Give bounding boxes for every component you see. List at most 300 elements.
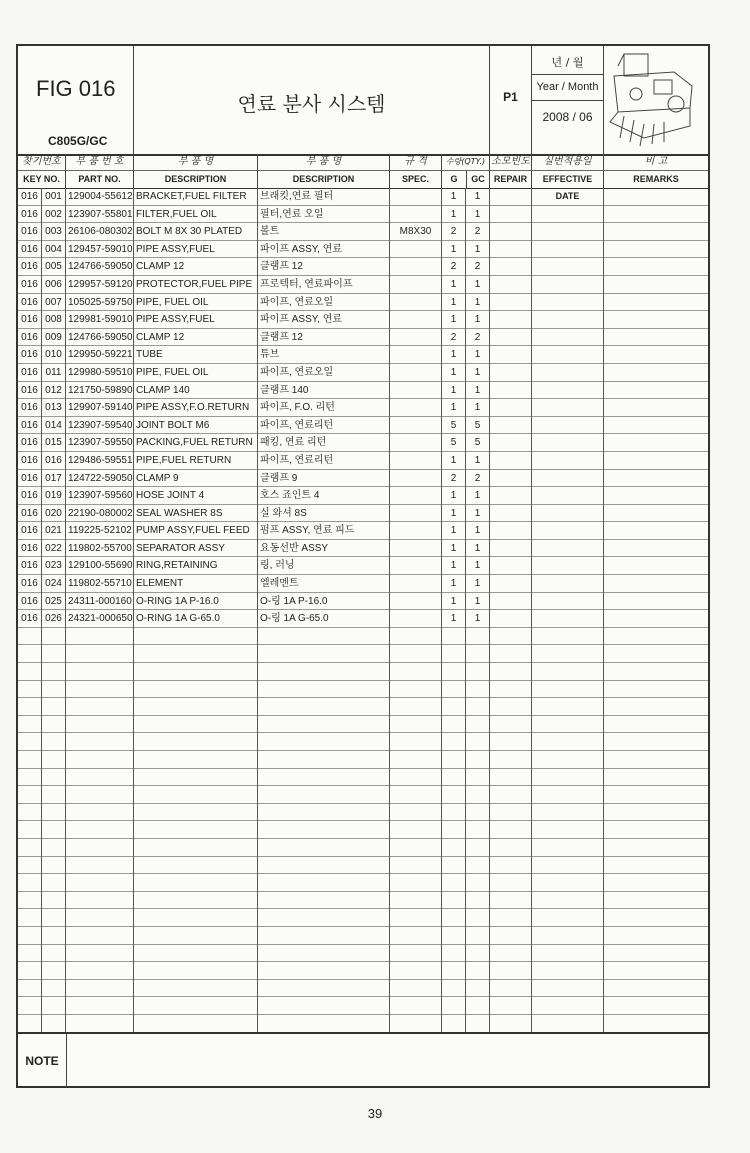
- table-row: [18, 258, 708, 276]
- cell-remarks: [604, 557, 708, 575]
- cell-part-no: 124766-59050: [66, 258, 134, 276]
- cell-remarks: [604, 575, 708, 593]
- cell-fig-no: 016: [18, 294, 42, 312]
- cell-repair: [490, 593, 532, 611]
- cell-description-en: PIPE ASSY,F.O.RETURN: [134, 399, 258, 417]
- cell-qty-g: 1: [442, 575, 466, 593]
- col-repair: [490, 154, 532, 188]
- col-desc-en-2: DESCRIPTION: [292, 174, 355, 184]
- cell-description-kr: 파이프, 연료리턴: [258, 452, 390, 470]
- table-row: [18, 487, 708, 505]
- cell-effective-date: [532, 487, 604, 505]
- cell-qty-g: 1: [442, 557, 466, 575]
- cell-description-kr: [258, 804, 390, 822]
- cell-repair: [490, 399, 532, 417]
- cell-description-en: [134, 980, 258, 998]
- empty-row: [18, 857, 708, 875]
- cell-spec: [390, 892, 442, 910]
- cell-effective-date: [532, 417, 604, 435]
- col-qty-g: G: [442, 171, 467, 188]
- cell-spec: [390, 962, 442, 980]
- cell-remarks: [604, 329, 708, 347]
- col-repair-kr: 소모빈도: [490, 154, 531, 171]
- cell-qty-gc: [466, 874, 490, 892]
- cell-description-kr: [258, 716, 390, 734]
- cell-description-en: PROTECTOR,FUEL PIPE: [134, 276, 258, 294]
- cell-part-no: [66, 751, 134, 769]
- cell-qty-gc: 5: [466, 417, 490, 435]
- table-row: [18, 364, 708, 382]
- cell-effective-date: [532, 241, 604, 259]
- cell-key-no: 012: [42, 382, 66, 400]
- cell-qty-g: 1: [442, 593, 466, 611]
- cell-qty-g: [442, 892, 466, 910]
- cell-description-en: [134, 769, 258, 787]
- cell-key-no: [42, 733, 66, 751]
- cell-part-no: [66, 857, 134, 875]
- cell-description-en: [134, 751, 258, 769]
- cell-description-kr: 파이프 ASSY, 연료: [258, 241, 390, 259]
- cell-spec: [390, 874, 442, 892]
- cell-description-kr: [258, 1015, 390, 1033]
- cell-remarks: [604, 382, 708, 400]
- cell-repair: [490, 645, 532, 663]
- col-eff-kr: 실번적용일: [532, 154, 603, 171]
- col-qty-gc: GC: [471, 174, 485, 184]
- cell-description-kr: 파이프, F.O. 리턴: [258, 399, 390, 417]
- cell-part-no: [66, 769, 134, 787]
- cell-fig-no: 016: [18, 188, 42, 206]
- cell-spec: [390, 769, 442, 787]
- cell-qty-g: [442, 804, 466, 822]
- table-row: [18, 188, 708, 206]
- cell-qty-g: 1: [442, 346, 466, 364]
- cell-qty-gc: [466, 1015, 490, 1033]
- cell-fig-no: [18, 804, 42, 822]
- cell-qty-g: 1: [442, 188, 466, 206]
- cell-key-no: 016: [42, 452, 66, 470]
- cell-key-no: 005: [42, 258, 66, 276]
- cell-effective-date: [532, 839, 604, 857]
- cell-repair: [490, 909, 532, 927]
- cell-spec: [390, 681, 442, 699]
- cell-description-en: FILTER,FUEL OIL: [134, 206, 258, 224]
- cell-fig-no: 016: [18, 382, 42, 400]
- col-repair-en: REPAIR: [493, 174, 528, 184]
- cell-description-kr: O-링 1A G-65.0: [258, 610, 390, 628]
- cell-spec: [390, 417, 442, 435]
- cell-key-no: 023: [42, 557, 66, 575]
- title-cell: [134, 46, 490, 154]
- cell-qty-gc: 1: [466, 364, 490, 382]
- cell-qty-g: [442, 839, 466, 857]
- cell-qty-gc: [466, 733, 490, 751]
- year-month-en: Year / Month: [532, 74, 603, 101]
- cell-description-en: [134, 997, 258, 1015]
- cell-spec: [390, 945, 442, 963]
- cell-effective-date: [532, 206, 604, 224]
- cell-qty-g: 1: [442, 382, 466, 400]
- cell-qty-gc: 2: [466, 258, 490, 276]
- cell-description-kr: 패킹, 연료 리턴: [258, 434, 390, 452]
- cell-key-no: [42, 874, 66, 892]
- cell-remarks: [604, 470, 708, 488]
- cell-qty-g: [442, 645, 466, 663]
- fig-number: FIG 016: [36, 76, 116, 101]
- cell-remarks: [604, 399, 708, 417]
- cell-qty-g: 1: [442, 540, 466, 558]
- cell-description-en: RING,RETAINING: [134, 557, 258, 575]
- cell-qty-gc: [466, 980, 490, 998]
- cell-key-no: 021: [42, 522, 66, 540]
- cell-description-kr: [258, 751, 390, 769]
- cell-key-no: [42, 751, 66, 769]
- cell-remarks: [604, 188, 708, 206]
- cell-qty-g: [442, 962, 466, 980]
- cell-description-kr: 호스 죠인트 4: [258, 487, 390, 505]
- cell-part-no: [66, 839, 134, 857]
- cell-spec: [390, 487, 442, 505]
- cell-description-en: CLAMP 9: [134, 470, 258, 488]
- cell-fig-no: 016: [18, 346, 42, 364]
- col-desc-kr: [258, 154, 390, 188]
- cell-key-no: [42, 962, 66, 980]
- cell-fig-no: 016: [18, 593, 42, 611]
- cell-part-no: 129457-59010: [66, 241, 134, 259]
- cell-key-no: 013: [42, 399, 66, 417]
- col-desc-kr-2: 부 품 명: [258, 154, 389, 171]
- table-row: [18, 346, 708, 364]
- cell-part-no: 129981-59010: [66, 311, 134, 329]
- cell-remarks: [604, 223, 708, 241]
- cell-qty-g: [442, 821, 466, 839]
- cell-effective-date: [532, 276, 604, 294]
- cell-effective-date: [532, 575, 604, 593]
- cell-part-no: [66, 786, 134, 804]
- cell-repair: [490, 382, 532, 400]
- cell-spec: M8X30: [390, 223, 442, 241]
- cell-fig-no: [18, 716, 42, 734]
- cell-repair: [490, 575, 532, 593]
- cell-fig-no: [18, 769, 42, 787]
- cell-description-kr: 클램프 140: [258, 382, 390, 400]
- cell-qty-gc: 1: [466, 505, 490, 523]
- cell-qty-gc: 1: [466, 540, 490, 558]
- cell-repair: [490, 997, 532, 1015]
- cell-description-kr: 클램프 9: [258, 470, 390, 488]
- cell-description-kr: [258, 645, 390, 663]
- cell-repair: [490, 364, 532, 382]
- empty-row: [18, 1015, 708, 1033]
- cell-key-no: 003: [42, 223, 66, 241]
- cell-remarks: [604, 804, 708, 822]
- col-qty-kr: 수량(QTY.): [442, 154, 489, 171]
- cell-description-kr: 파이프, 연료리턴: [258, 417, 390, 435]
- cell-remarks: [604, 522, 708, 540]
- cell-repair: [490, 751, 532, 769]
- cell-spec: [390, 645, 442, 663]
- cell-spec: [390, 751, 442, 769]
- table-row: [18, 522, 708, 540]
- cell-description-kr: 파이프, 연료오일: [258, 364, 390, 382]
- table-row: [18, 593, 708, 611]
- cell-part-no: [66, 821, 134, 839]
- cell-effective-date: [532, 751, 604, 769]
- cell-remarks: [604, 364, 708, 382]
- cell-description-kr: [258, 927, 390, 945]
- cell-repair: [490, 505, 532, 523]
- fig-cell: [18, 46, 134, 154]
- cell-description-en: CLAMP 12: [134, 258, 258, 276]
- cell-part-no: 22190-080002: [66, 505, 134, 523]
- col-spec-en: SPEC.: [401, 174, 429, 184]
- cell-effective-date: [532, 804, 604, 822]
- table-row: [18, 610, 708, 628]
- parts-table-body: [18, 188, 708, 1033]
- cell-effective-date: [532, 258, 604, 276]
- cell-repair: [490, 980, 532, 998]
- cell-key-no: [42, 909, 66, 927]
- cell-fig-no: [18, 786, 42, 804]
- table-row: [18, 241, 708, 259]
- cell-key-no: [42, 927, 66, 945]
- cell-qty-g: 1: [442, 452, 466, 470]
- cell-part-no: [66, 980, 134, 998]
- cell-repair: [490, 241, 532, 259]
- cell-key-no: 002: [42, 206, 66, 224]
- cell-spec: [390, 206, 442, 224]
- cell-description-en: [134, 892, 258, 910]
- cell-remarks: [604, 945, 708, 963]
- cell-effective-date: [532, 716, 604, 734]
- cell-fig-no: [18, 1015, 42, 1033]
- cell-remarks: [604, 962, 708, 980]
- cell-part-no: [66, 645, 134, 663]
- cell-qty-g: 1: [442, 364, 466, 382]
- cell-repair: [490, 470, 532, 488]
- cell-remarks: [604, 892, 708, 910]
- cell-description-en: TUBE: [134, 346, 258, 364]
- cell-spec: [390, 294, 442, 312]
- cell-part-no: [66, 663, 134, 681]
- cell-spec: [390, 927, 442, 945]
- empty-row: [18, 786, 708, 804]
- cell-qty-g: [442, 1015, 466, 1033]
- cell-fig-no: 016: [18, 575, 42, 593]
- cell-spec: [390, 241, 442, 259]
- cell-key-no: [42, 804, 66, 822]
- cell-fig-no: [18, 997, 42, 1015]
- cell-part-no: 123907-59560: [66, 487, 134, 505]
- cell-remarks: [604, 294, 708, 312]
- cell-remarks: [604, 610, 708, 628]
- empty-row: [18, 804, 708, 822]
- cell-remarks: [604, 786, 708, 804]
- cell-repair: [490, 874, 532, 892]
- empty-row: [18, 874, 708, 892]
- cell-description-kr: [258, 857, 390, 875]
- cell-part-no: [66, 804, 134, 822]
- col-part-no: [66, 154, 134, 188]
- empty-row: [18, 997, 708, 1015]
- cell-description-en: O-RING 1A G-65.0: [134, 610, 258, 628]
- cell-key-no: 024: [42, 575, 66, 593]
- table-row: [18, 294, 708, 312]
- table-row: [18, 311, 708, 329]
- cell-description-kr: 튜브: [258, 346, 390, 364]
- cell-remarks: [604, 909, 708, 927]
- col-remarks: [604, 154, 708, 188]
- cell-qty-g: 5: [442, 434, 466, 452]
- combine-harvester-icon: [604, 46, 704, 150]
- cell-fig-no: 016: [18, 311, 42, 329]
- cell-repair: [490, 522, 532, 540]
- cell-qty-gc: 1: [466, 575, 490, 593]
- cell-effective-date: [532, 452, 604, 470]
- cell-qty-gc: 1: [466, 188, 490, 206]
- cell-spec: [390, 857, 442, 875]
- cell-description-en: [134, 628, 258, 646]
- cell-effective-date: [532, 223, 604, 241]
- cell-spec: [390, 997, 442, 1015]
- cell-description-kr: [258, 821, 390, 839]
- cell-effective-date: [532, 470, 604, 488]
- cell-repair: [490, 628, 532, 646]
- cell-qty-g: 2: [442, 470, 466, 488]
- sheet-header: [18, 46, 708, 156]
- table-row: [18, 382, 708, 400]
- cell-part-no: 105025-59750: [66, 294, 134, 312]
- cell-spec: [390, 610, 442, 628]
- table-row: [18, 399, 708, 417]
- cell-description-en: [134, 839, 258, 857]
- cell-repair: [490, 663, 532, 681]
- empty-row: [18, 980, 708, 998]
- cell-part-no: 24311-000160: [66, 593, 134, 611]
- cell-effective-date: [532, 505, 604, 523]
- cell-qty-g: 5: [442, 417, 466, 435]
- cell-qty-g: [442, 927, 466, 945]
- cell-repair: [490, 821, 532, 839]
- cell-description-kr: 링, 러닝: [258, 557, 390, 575]
- cell-spec: [390, 839, 442, 857]
- cell-effective-date: [532, 382, 604, 400]
- cell-qty-gc: [466, 645, 490, 663]
- cell-spec: [390, 329, 442, 347]
- cell-effective-date: [532, 821, 604, 839]
- cell-remarks: [604, 751, 708, 769]
- cell-key-no: 004: [42, 241, 66, 259]
- cell-description-en: [134, 962, 258, 980]
- cell-fig-no: [18, 698, 42, 716]
- col-eff-en: EFFECTIVE DATE: [542, 174, 593, 201]
- cell-repair: [490, 206, 532, 224]
- cell-effective-date: [532, 294, 604, 312]
- cell-description-kr: [258, 681, 390, 699]
- cell-qty-gc: [466, 769, 490, 787]
- cell-part-no: 123907-59540: [66, 417, 134, 435]
- cell-description-kr: [258, 839, 390, 857]
- cell-repair: [490, 557, 532, 575]
- cell-spec: [390, 733, 442, 751]
- cell-repair: [490, 1015, 532, 1033]
- cell-description-kr: 프로텍터, 연료파이프: [258, 276, 390, 294]
- cell-repair: [490, 839, 532, 857]
- cell-description-en: [134, 1015, 258, 1033]
- cell-part-no: 123907-59550: [66, 434, 134, 452]
- cell-key-no: [42, 628, 66, 646]
- cell-description-en: PACKING,FUEL RETURN: [134, 434, 258, 452]
- cell-description-en: PUMP ASSY,FUEL FEED: [134, 522, 258, 540]
- cell-effective-date: [532, 346, 604, 364]
- cell-description-kr: 실 와셔 8S: [258, 505, 390, 523]
- cell-description-en: CLAMP 140: [134, 382, 258, 400]
- cell-spec: [390, 909, 442, 927]
- cell-description-en: HOSE JOINT 4: [134, 487, 258, 505]
- cell-fig-no: 016: [18, 557, 42, 575]
- cell-repair: [490, 698, 532, 716]
- table-row: [18, 206, 708, 224]
- cell-effective-date: [532, 909, 604, 927]
- parts-sheet: [16, 44, 710, 1088]
- cell-part-no: [66, 874, 134, 892]
- cell-spec: [390, 821, 442, 839]
- cell-part-no: 121750-59890: [66, 382, 134, 400]
- col-desc-kr-1: 부 품 명: [134, 154, 257, 171]
- empty-row: [18, 645, 708, 663]
- cell-remarks: [604, 346, 708, 364]
- cell-description-kr: [258, 733, 390, 751]
- cell-qty-g: [442, 786, 466, 804]
- cell-key-no: 025: [42, 593, 66, 611]
- cell-spec: [390, 382, 442, 400]
- cell-repair: [490, 927, 532, 945]
- cell-qty-gc: 1: [466, 452, 490, 470]
- cell-description-en: [134, 698, 258, 716]
- cell-description-en: [134, 909, 258, 927]
- col-key-kr: 찾기번호: [18, 154, 65, 171]
- cell-key-no: 022: [42, 540, 66, 558]
- cell-remarks: [604, 452, 708, 470]
- cell-effective-date: [532, 522, 604, 540]
- cell-remarks: [604, 681, 708, 699]
- cell-qty-gc: [466, 892, 490, 910]
- cell-fig-no: [18, 663, 42, 681]
- cell-description-kr: [258, 769, 390, 787]
- cell-remarks: [604, 663, 708, 681]
- cell-effective-date: [532, 329, 604, 347]
- cell-description-kr: 파이프 ASSY, 연료: [258, 311, 390, 329]
- cell-fig-no: 016: [18, 434, 42, 452]
- cell-key-no: 007: [42, 294, 66, 312]
- cell-description-en: ELEMENT: [134, 575, 258, 593]
- cell-description-kr: 클램프 12: [258, 329, 390, 347]
- cell-fig-no: 016: [18, 452, 42, 470]
- table-row: [18, 434, 708, 452]
- cell-repair: [490, 417, 532, 435]
- year-month-cell: [532, 46, 604, 154]
- cell-fig-no: 016: [18, 364, 42, 382]
- cell-effective-date: [532, 769, 604, 787]
- cell-key-no: 015: [42, 434, 66, 452]
- cell-key-no: [42, 980, 66, 998]
- cell-effective-date: [532, 733, 604, 751]
- year-month-kr: 년 / 월: [532, 52, 603, 75]
- note-label: NOTE: [18, 1034, 67, 1088]
- cell-remarks: [604, 593, 708, 611]
- col-rem-en: REMARKS: [633, 174, 679, 184]
- table-row: [18, 470, 708, 488]
